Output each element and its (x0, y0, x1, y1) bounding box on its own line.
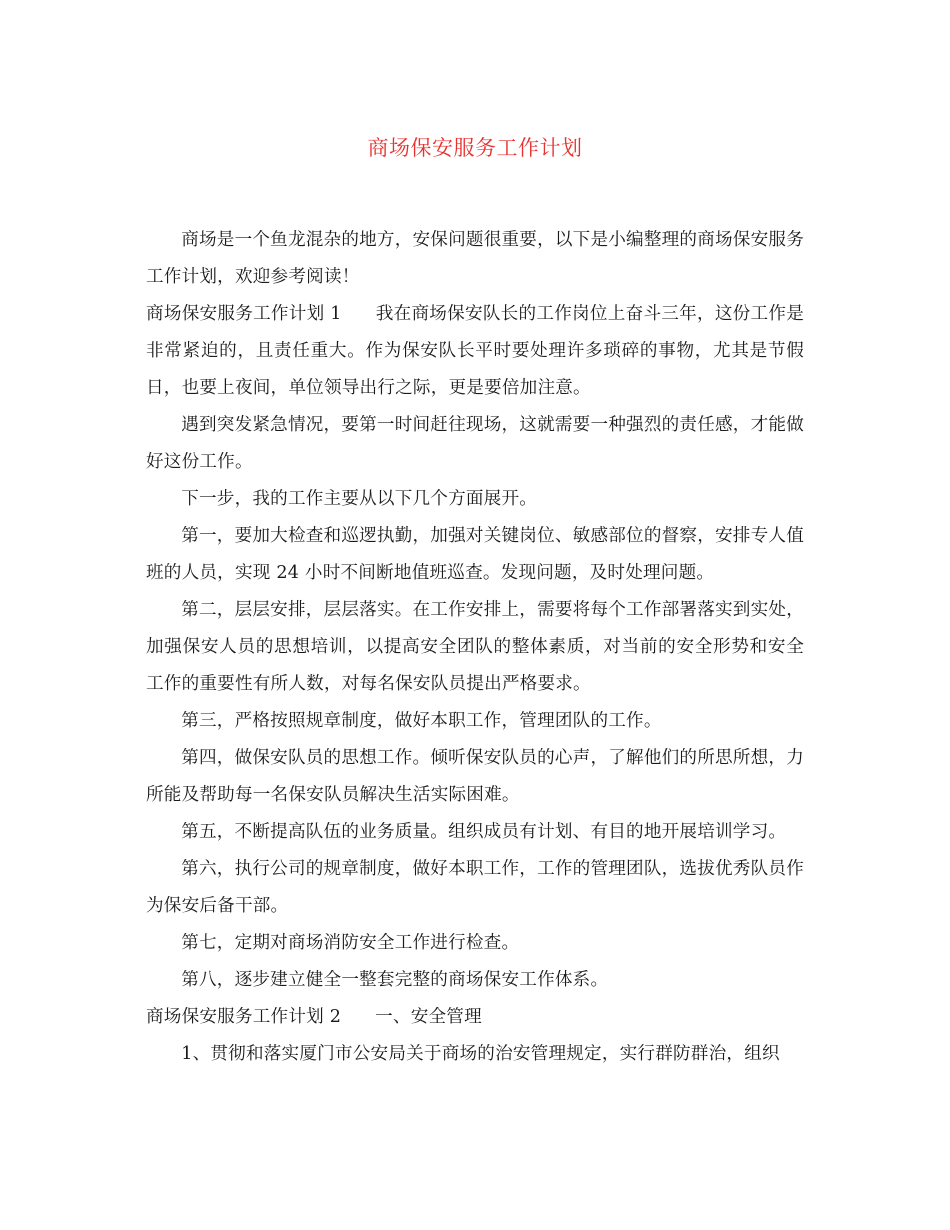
paragraph-intro (146, 222, 804, 296)
paragraph-eighth (146, 962, 804, 999)
paragraph-text: 商场是一个鱼龙混杂的地方，安保问题很重要，以下是小编整理的商场保安服务工作计划，欢迎参考阅读！ (146, 230, 804, 287)
paragraph-first (146, 518, 804, 592)
paragraph-third (146, 703, 804, 740)
paragraph-emergency (146, 407, 804, 481)
paragraph-plan-1 (146, 296, 804, 407)
paragraph-text: 下一步，我的工作主要从以下几个方面展开。 (181, 489, 538, 509)
paragraph-text: 第二，层层安排，层层落实。在工作安排上，需要将每个工作部署落实到实处，加强保安人员的思想培训，以提高安全团队的整体素质，对当前的安全形势和安全工作的重要性有所人数，对每名保安队员提出严格要求。 (146, 600, 804, 694)
paragraph-text: 第一，要加大检查和巡逻执勤，加强对关键岗位、敏感部位的督察，安排专人值班的人员，实现 24 小时不间断地值班巡查。发现问题，及时处理问题。 (146, 526, 804, 583)
document-title: 商场保安服务工作计划 (367, 136, 583, 160)
paragraph-text: 第三，严格按照规章制度，做好本职工作，管理团队的工作。 (181, 711, 662, 731)
paragraph-next-steps (146, 481, 804, 518)
paragraph-second (146, 592, 804, 703)
paragraph-sixth (146, 851, 804, 925)
paragraph-plan-2 (146, 999, 804, 1036)
paragraph-text: 第六，执行公司的规章制度，做好本职工作，工作的管理团队，选拔优秀队员作为保安后备干部。 (146, 859, 804, 916)
paragraph-text: 我在商场保安队长的工作岗位上奋斗三年，这份工作是非常紧迫的，且责任重大。作为保安队长平时要处理许多琐碎的事物，尤其是节假日，也要上夜间，单位领导出行之际，更是要倍加注意。 (146, 304, 804, 398)
section-heading-plan-1: 商场保安服务工作计划 1 (146, 304, 342, 324)
paragraph-text: 第五，不断提高队伍的业务质量。组织成员有计划、有目的地开展培训学习。 (181, 822, 787, 842)
document-body (146, 222, 804, 1073)
paragraph-text: 第四，做保安队员的思想工作。倾听保安队员的心声，了解他们的所思所想，力所能及帮助每一名保安队员解决生活实际困难。 (146, 748, 804, 805)
paragraph-text: 遇到突发紧急情况，要第一时间赶往现场，这就需要一种强烈的责任感，才能做好这份工作。 (146, 415, 804, 472)
paragraph-text: 第七，定期对商场消防安全工作进行检查。 (181, 933, 520, 953)
paragraph-text: 一、安全管理 (375, 1007, 482, 1027)
paragraph-text: 1、贯彻和落实厦门市公安局关于商场的治安管理规定，实行群防群治，组织 (181, 1044, 780, 1064)
paragraph-security-1 (146, 1036, 804, 1073)
paragraph-fifth (146, 814, 804, 851)
paragraph-text: 第八，逐步建立健全一整套完整的商场保安工作体系。 (181, 970, 609, 990)
section-heading-plan-2: 商场保安服务工作计划 2 (146, 1007, 342, 1027)
paragraph-seventh (146, 925, 804, 962)
paragraph-fourth (146, 740, 804, 814)
